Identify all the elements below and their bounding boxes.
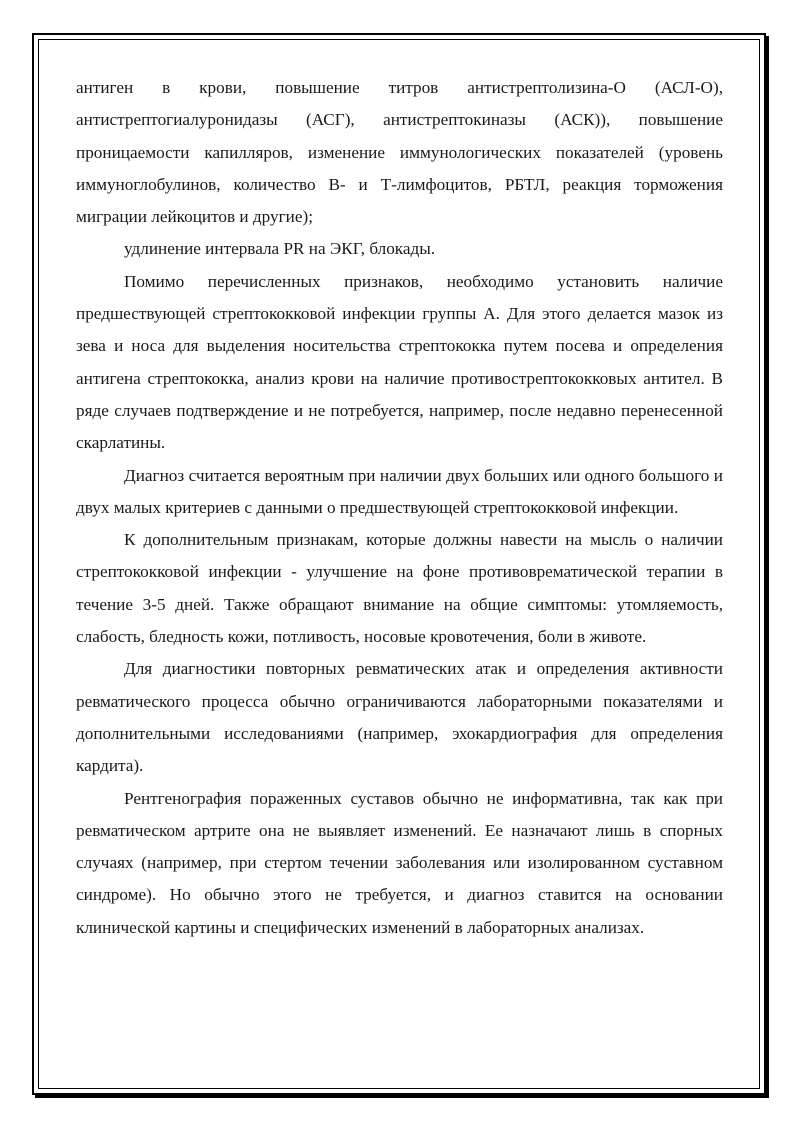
paragraph: Для диагностики повторных ревматических атак и определения активности ревматического процесса обычно ограничиваются лабораторными показателями и дополнительными исследованиями (например, эхокардиография для определения кардита). xyxy=(76,659,723,776)
paragraph: Диагноз считается вероятным при наличии двух больших или одного большого и двух малых критериев с данными о предшествующей стрептококковой инфекции. xyxy=(76,465,723,517)
paragraph: антиген в крови, повышение титров антистрептолизина-О (АСЛ-О), антистрептогиалуронидазы (АСГ), антистрептокиназы (АСК)), повышение проницаемости капилляров, изменение иммунологических показателей (уровень иммуноглобулинов, количество В- и Т-лимфоцитов, РБТЛ, реакция торможения миграции лейкоцитов и другие); xyxy=(76,78,723,227)
paragraph: Помимо перечисленных признаков, необходимо установить наличие предшествующей стрептококковой инфекции группы А. Для этого делается мазок из зева и носа для выделения носительства стрептококка путем посева и определения антигена стрептококка, анализ крови на наличие противострептококковых антител. В ряде случаев подтверждение и не потребуется, например, после недавно перенесенной скарлатины. xyxy=(76,271,723,453)
paragraph: Рентгенография пораженных суставов обычно не информативна, так как при ревматическом артрите она не выявляет изменений. Ее назначают лишь в спорных случаях (например, при стертом течении заболевания или изолированном суставном синдроме). Но обычно этого не требуется, и диагноз ставится на основании клинической картины и специфических изменений в лабораторных анализах. xyxy=(76,788,723,937)
paragraph: К дополнительным признакам, которые должны навести на мысль о наличии стрептококковой инфекции - улучшение на фоне противоврематической терапии в течение 3-5 дней. Также обращают внимание на общие симптомы: утомляемость, слабость, бледность кожи, потливость, носовые кровотечения, боли в животе. xyxy=(76,530,723,647)
paragraph: удлинение интервала PR на ЭКГ, блокады. xyxy=(124,239,436,259)
document-body xyxy=(76,72,723,944)
